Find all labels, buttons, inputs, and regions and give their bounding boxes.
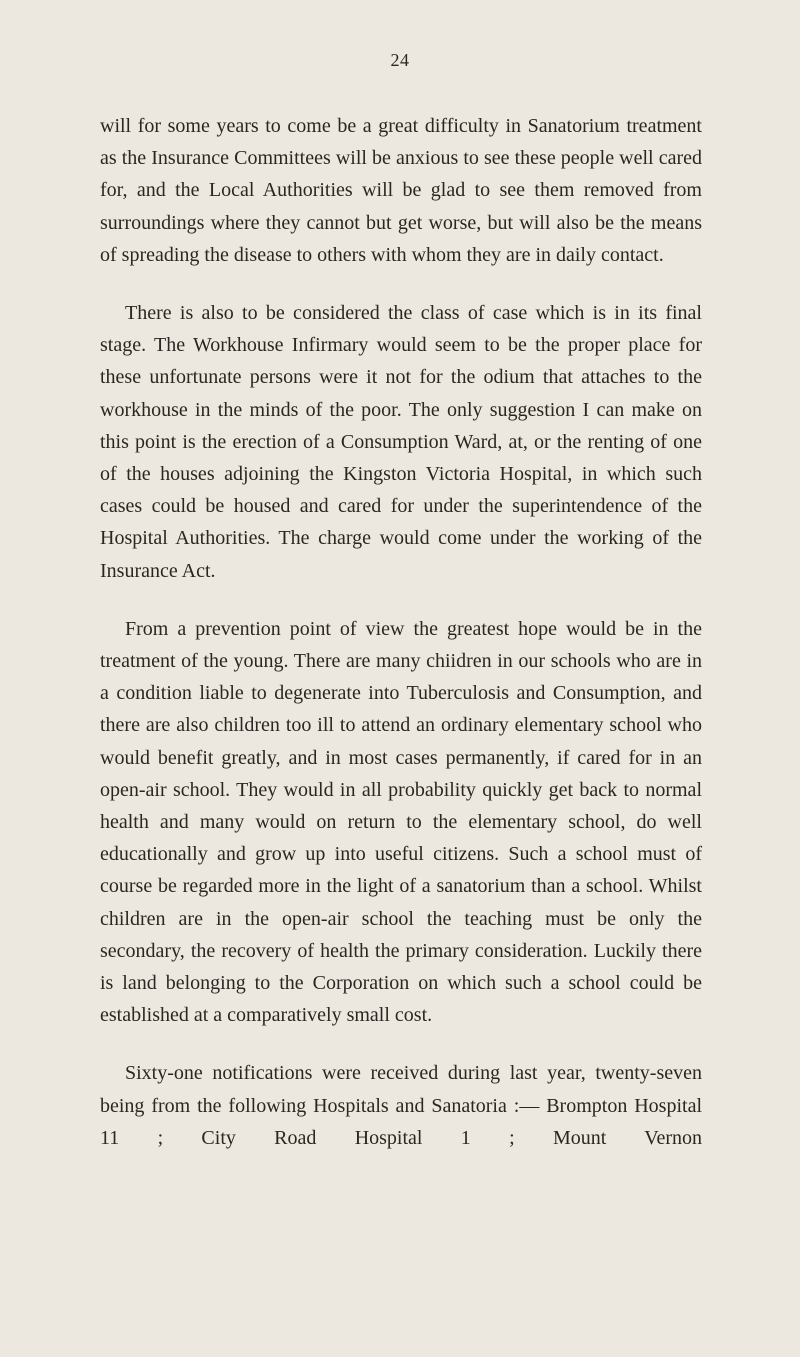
paragraph-1: will for some years to come be a great difficulty in Sanatorium treatment as the Insurance Committees will be anxious to see these people well cared for, and the Local Authorities will be glad to see them removed from surroundings where they cannot but get worse, but will also be the means of spreading the disease to others with whom they are in daily contact. — [100, 115, 702, 266]
paragraph-4: Sixty-one notifications were received during last year, twenty-seven being from the following Hospitals and Sanatoria :— Brompton Hospital 11 ; City Road Hospital 1 ; Mount Vernon — [100, 1062, 702, 1149]
paragraph-3: From a prevention point of view the greatest hope would be in the treatment of the young. There are many chiidren in our schools who are in a condition liable to degenerate into Tuberculosis and Consumption, and there are also children too ill to attend an ordinary elementary school who would benefit greatly, and in most cases permanently, if cared for in an open-air school. They would in all probability quickly get back to normal health and many would on return to the elementary school, do well educationally and grow up into useful citizens. Such a school must of course be regarded more in the light of a sanatorium than a school. Whilst children are in the open-air school the teaching must be only the secondary, the recovery of health the primary consideration. Luckily there is land belonging to the Corporation on which such a school could be established at a comparatively small cost. — [100, 617, 702, 1027]
paragraph-2: There is also to be considered the class of case which is in its final stage. The Workhouse Infirmary would seem to be the proper place for these unfortunate persons were it not for the odium that attaches to the workhouse in the minds of the poor. The only suggestion I can make on this point is the erection of a Consumption Ward, at, or the renting of one of the houses adjoining the Kingston Victoria Hospital, in which such cases could be housed and cared for under the superintendence of the Hospital Authorities. The charge would come under the working of the Insurance Act. — [100, 302, 702, 582]
page-number: 24 — [390, 50, 410, 70]
body-text — [100, 110, 702, 1180]
